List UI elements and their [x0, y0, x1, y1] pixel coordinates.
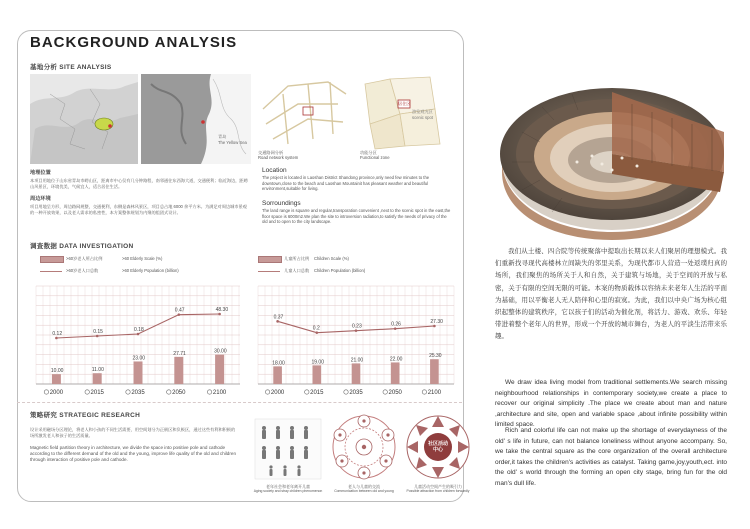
attraction-center-label: 社区活动中心 — [428, 441, 449, 453]
location-en-text: The project is located in Laoshan District Shandong province,only need few minutes to the downtown,close to the beach and Laoshan Mountainit has pleasant weather and beautiful environment,suitable for living. — [262, 175, 430, 192]
caption1-en: Aging society and stray children phenomenon — [253, 489, 323, 493]
aging-society-figures — [254, 418, 322, 480]
chart1-legend-bar-cn: >60岁老人所占比例 — [66, 256, 103, 261]
line-point-2015 — [316, 331, 319, 334]
line-label-2035: 0.23 — [352, 323, 362, 330]
chart1-legend-line-en: >60 Elderly Population (billion) — [122, 268, 179, 273]
tick-marker-2015 — [305, 390, 309, 394]
strategic-heading: 策略研究 STRATEGIC RESEARCH — [30, 412, 141, 419]
func-label-en: Functional zone — [360, 155, 390, 160]
children-population-chart — [254, 282, 458, 398]
chart2-legend-line-cn: 儿童人口总数 — [284, 268, 310, 273]
func-label-cn: 功能分区 — [360, 150, 377, 155]
x-tick-2000: 2000 — [49, 390, 64, 396]
x-tick-2015: 2015 — [90, 390, 104, 396]
location-en-title: Location — [262, 167, 287, 174]
tick-marker-2015 — [85, 390, 89, 394]
bar-label-2050: 22.00 — [389, 356, 403, 363]
right-cn-text: 我们从土楼、四合院等传统聚落中提取出长期以来人们聚居的理想模式。我们重新找寻现代高楼林立间缺失的邻里关系，为现代都市人营造一处返璞归真的场所，我们聚焦的场所关于人和自然，关于建筑与场地，关于空间的开放与私密，关于有限的空间无限的可能。本案的物质载体以容纳未来老年人生活的平面为基础，用以平衡老人无人陪伴和心里的寂寞。为此，我们以中央广场为核心组织起整体的建筑秩序，它以孩子们的活动为催化剂，将活力、游戏、欢乐、年轻带进着整个老年人的世界，形成一个开放的城市舞台，为老人的平淡生活带来乐趣。 — [495, 248, 727, 341]
bar-2050 — [391, 362, 400, 384]
bar-label-2035: 21.00 — [350, 357, 364, 364]
chart1-legend-line-cn: >60岁老人口总数 — [66, 268, 99, 273]
attraction-diagram — [404, 413, 472, 481]
data-investigation-heading: 调查数据 DATA INVESTIGATION — [30, 243, 134, 250]
road-label-en: Road network system — [258, 155, 299, 160]
qingdao-map-image — [141, 74, 251, 164]
line-point-2050 — [394, 327, 397, 330]
map-caption: 青岛 The Yellow Sea — [218, 134, 247, 145]
surround-en-text: The land range is squarre and regular,transporation convenient ,next to the scenic spot in the east,the floor space is 6000m2.We plan the site to introversion radiation,to satisfy the needs of privacy of the old and to open to the city landscape. — [262, 208, 451, 225]
road-label-cn: 交通路网分析 — [258, 150, 284, 155]
tick-marker-2050 — [167, 390, 171, 394]
bar-label-2000: 18.00 — [272, 360, 285, 367]
site-analysis-heading: 基地分析 SITE ANALYSIS — [30, 64, 112, 71]
strategic-cn-text: 设计采用磁场分区理论，将老人和小孩的不同生活需要，用空间划分为正极区和负极区，通过这些有利和积极的场所激发老人和孩子的生活质量。 — [30, 427, 236, 438]
strategic-en-text: Magnetic field partition theory in architecture, we divide the space into positive pole and cathode according to the different demand of the old and the young, improve life quality of the old and children through interaction of positive pole and cathode. — [30, 445, 237, 462]
chart1-legend-bar-swatch — [40, 256, 64, 263]
chart1-legend-bar-en: >60 Elderly Scale (%) — [122, 256, 163, 261]
caption2-en: Communication between old and young — [334, 489, 394, 493]
line-point-2035 — [355, 329, 358, 332]
line-point-2000 — [276, 320, 279, 323]
communication-diagram — [330, 413, 398, 481]
line-label-2050: 0.47 — [174, 307, 185, 314]
x-tick-2035: 2035 — [349, 390, 363, 396]
x-tick-2100: 2100 — [427, 390, 442, 396]
func-tag: 居住区 — [398, 101, 411, 106]
bar-label-2050: 27.71 — [173, 350, 186, 357]
line-label-2000: 0.12 — [52, 331, 63, 337]
x-tick-2100: 2100 — [212, 390, 227, 396]
tick-marker-2000 — [44, 390, 48, 394]
bar-label-2100: 30.00 — [214, 348, 227, 355]
line-label-2035: 0.18 — [134, 327, 144, 333]
surround-cn-text: 项目用地呈方形，周边路网规整，交通便利，东侧是森林风景区，项目总占地 6000 余平方米。为满足对周边城市景观的一种开放效果，以及老人需求的私密性，本方案整体规划为内聚的组团式设计。 — [30, 204, 247, 215]
bar-2000 — [273, 366, 282, 384]
line-point-2015 — [96, 335, 99, 338]
chart2-legend-line-swatch — [258, 271, 280, 272]
caption3-en: Possible attraction from children forwardly — [406, 489, 470, 493]
bar-2000 — [52, 374, 61, 384]
bar-2035 — [134, 361, 143, 384]
line-point-2100 — [433, 325, 436, 328]
bar-2100 — [430, 359, 439, 384]
tick-marker-2100 — [422, 390, 426, 394]
line-label-2015: 0.15 — [93, 329, 103, 335]
tulou-cutaway-illustration — [492, 62, 732, 242]
chart2-legend-bar-en: Children Scale (%) — [314, 256, 349, 261]
line-label-2015: 0.2 — [312, 325, 320, 332]
tick-marker-2050 — [383, 390, 387, 394]
bar-2015 — [93, 373, 102, 384]
bar-2035 — [352, 363, 361, 384]
line-label-2000: 0.37 — [273, 314, 284, 321]
x-tick-2050: 2050 — [172, 390, 186, 396]
location-cn-title: 地理位置 — [30, 170, 51, 176]
surround-en-title: Sorroundings — [262, 200, 301, 207]
chart1-legend-line-swatch — [40, 271, 62, 272]
road-network-diagram — [258, 74, 350, 152]
x-tick-2015: 2015 — [310, 390, 324, 396]
section-divider — [17, 402, 462, 403]
bar-2050 — [174, 357, 183, 384]
chart2-legend-bar-swatch — [258, 256, 282, 263]
bar-label-2015: 11.00 — [91, 367, 104, 374]
right-en-text-2: Rich and colorful life can not make up the shortage of everydayness of the old' s life in future, can not balance loneliness without anyone accompany. So, we take the central square as the core organization of the overall architecture order,it takes the children's activities as catalyst. Taking game,joy,youth,ect. into the old' s world through the forming an open city stage, bring fun for the old man's dull life. — [495, 427, 727, 487]
caption2-cn: 老人与儿童的交流 — [348, 484, 380, 489]
line-point-2050 — [178, 313, 181, 316]
line-point-2035 — [137, 333, 140, 336]
bar-2015 — [312, 365, 321, 384]
tick-marker-2035 — [126, 390, 130, 394]
line-label-2100: 48.30 — [215, 307, 229, 313]
caption3-cn: 儿童活动空间产生的吸引力 — [414, 484, 462, 489]
tick-marker-2000 — [265, 390, 269, 394]
location-cn-text: 本项目用地位于山东省青岛市崂山区，距离市中心仅有几分钟路程，南邻通往东西海大道，交通便利；临近海边，距崂山风景区，环境优美，气候宜人，适合居住生活。 — [30, 178, 248, 189]
bar-label-2100: 25.30 — [429, 353, 442, 360]
chart2-legend-bar-cn: 儿童所占比例 — [284, 256, 310, 261]
surround-cn-title: 周边环境 — [30, 196, 51, 202]
china-map-image — [30, 74, 138, 164]
bar-label-2015: 19.00 — [311, 359, 325, 366]
tick-marker-2100 — [207, 390, 211, 394]
x-tick-2000: 2000 — [270, 390, 285, 396]
x-tick-2050: 2050 — [388, 390, 402, 396]
chart2-legend-line-en: Children Population (billion) — [314, 268, 366, 273]
bar-2100 — [215, 355, 224, 384]
line-label-2050: 0.26 — [391, 321, 401, 328]
x-tick-2035: 2035 — [131, 390, 145, 396]
functional-zone-diagram — [360, 74, 452, 152]
caption1-cn: 老年社会和老年离开儿童 — [266, 484, 310, 489]
line-point-2100 — [218, 313, 221, 316]
bar-label-2035: 23.00 — [132, 355, 146, 362]
tick-marker-2035 — [344, 390, 348, 394]
right-en-text-1: We draw idea living model from traditional settlements.We search missing neighbourhood relationships in contemporary society,we create a place to recover our original simplicity .The place we create about man and nature ,architecture and site, open and variable space ,about infinite possibility within limited space. — [495, 379, 727, 428]
page-title: BACKGROUND ANALYSIS — [30, 34, 238, 51]
bar-label-2000: 10.00 — [50, 368, 64, 375]
line-label-2100: 27.30 — [430, 319, 443, 325]
line-point-2000 — [55, 337, 58, 340]
elderly-population-chart — [32, 282, 244, 398]
func-legend: 游览观光区 scenic spot — [412, 109, 433, 120]
